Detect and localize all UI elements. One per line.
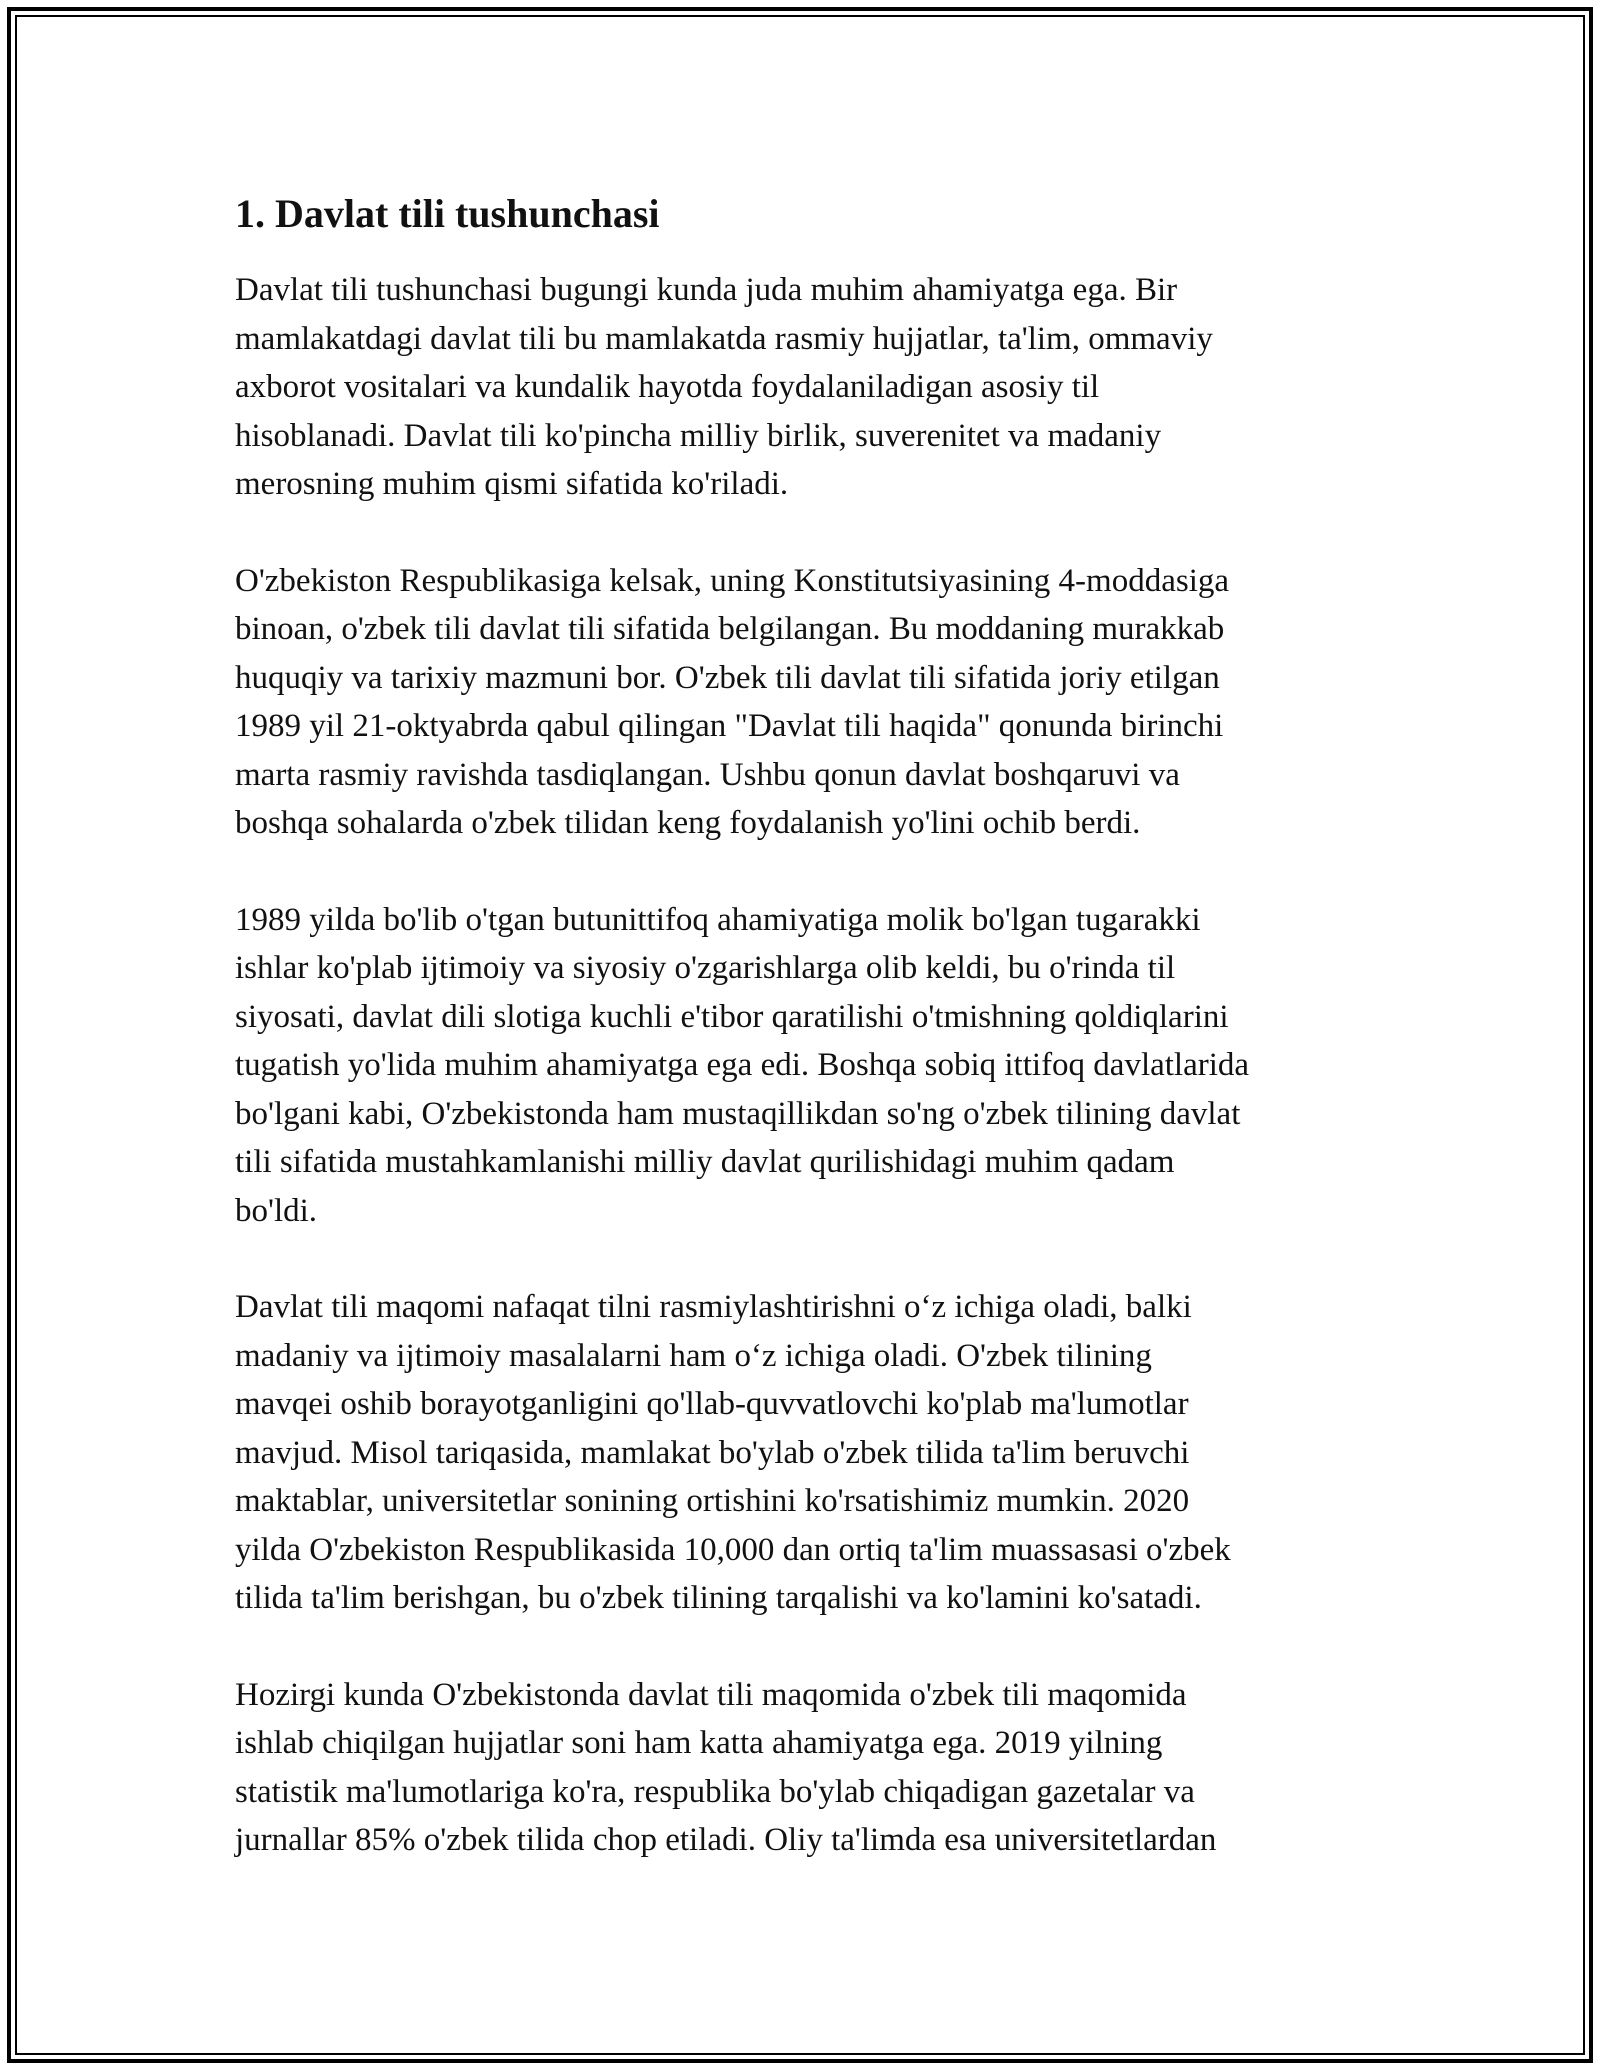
text-line: ishlab chiqilgan hujjatlar soni ham katta ahamiyatga ega. 2019 yilning (235, 1725, 1163, 1761)
text-line: yilda O'zbekiston Respublikasida 10,000 dan ortiq ta'lim muassasasi o'zbek (235, 1531, 1231, 1568)
text-line: madaniy va ijtimoiy masalalarni ham o‘z ichiga oladi. O'zbek tilining (235, 1337, 1152, 1374)
text-line: siyosati, davlat dili slotiga kuchli e'tibor qaratilishi o'tmishning qoldiqlarini (235, 998, 1229, 1035)
text-line: 1989 yil 21-oktyabrda qabul qilingan "Davlat tili haqida" qonunda birinchi (235, 708, 1224, 744)
text-line: marta rasmiy ravishda tasdiqlangan. Ushbu qonun davlat boshqaruvi va (235, 756, 1180, 793)
text-line: boshqa sohalarda o'zbek tilidan keng foydalanish yo'lini ochib berdi. (235, 805, 1141, 841)
text-line: Davlat tili maqomi nafaqat tilni rasmiylashtirishni o‘z ichiga oladi, balki (235, 1289, 1192, 1325)
paragraph-3 (235, 896, 1375, 1236)
section-heading: 1. Davlat tili tushunchasi (235, 191, 660, 236)
text-line: axborot vositalari va kundalik hayotda foydalaniladigan asosiy til (235, 369, 1100, 405)
text-line: ishlar ko'plab ijtimoiy va siyosiy o'zgarishlarga olib keldi, bu o'rinda til (235, 950, 1176, 986)
text-line: hisoblanadi. Davlat tili ko'pincha milliy birlik, suverenitet va madaniy (235, 417, 1162, 454)
text-line: binoan, o'zbek tili davlat tili sifatida belgilangan. Bu moddaning murakkab (235, 611, 1225, 647)
text-line: O'zbekiston Respublikasiga kelsak, uning Konstitutsiyasining 4-moddasiga (235, 562, 1230, 599)
text-line: Davlat tili tushunchasi bugungi kunda juda muhim ahamiyatga ega. Bir (235, 272, 1178, 308)
document-body (235, 186, 1375, 1913)
text-line: 1989 yilda bo'lib o'tgan butunittifoq ahamiyatiga molik bo'lgan tugarakki (235, 901, 1201, 938)
text-line: tili sifatida mustahkamlanishi milliy davlat qurilishidagi muhim qadam (235, 1144, 1175, 1180)
paragraph-2 (235, 557, 1375, 848)
text-line: mamlakatdagi davlat tili bu mamlakatda rasmiy hujjatlar, ta'lim, ommaviy (235, 320, 1213, 357)
text-line: Hozirgi kunda O'zbekistonda davlat tili maqomida o'zbek tili maqomida (235, 1676, 1187, 1713)
text-line: merosning muhim qismi sifatida ko'riladi. (235, 466, 789, 502)
paragraph-1 (235, 266, 1375, 509)
text-line: bo'lgani kabi, O'zbekistonda ham mustaqillikdan so'ng o'zbek tilining davlat (235, 1095, 1241, 1132)
paragraph-5 (235, 1671, 1375, 1865)
text-line: huquqiy va tarixiy mazmuni bor. O'zbek tili davlat tili sifatida joriy etilgan (235, 659, 1220, 696)
paragraph-4 (235, 1283, 1375, 1623)
text-line: jurnallar 85% o'zbek tilida chop etiladi. Oliy ta'limda esa universitetlardan (235, 1822, 1217, 1858)
text-line: mavqei oshib borayotganligini qo'llab-quvvatlovchi ko'plab ma'lumotlar (235, 1386, 1189, 1422)
text-line: mavjud. Misol tariqasida, mamlakat bo'ylab o'zbek tilida ta'lim beruvchi (235, 1434, 1190, 1471)
text-line: maktablar, universitetlar sonining ortishini ko'rsatishimiz mumkin. 2020 (235, 1483, 1190, 1519)
text-line: bo'ldi. (235, 1192, 318, 1229)
text-line: tugatish yo'lida muhim ahamiyatga ega edi. Boshqa sobiq ittifoq davlatlarida (235, 1047, 1250, 1083)
text-line: statistik ma'lumotlariga ko'ra, respublika bo'ylab chiqadigan gazetalar va (235, 1773, 1195, 1810)
text-line: tilida ta'lim berishgan, bu o'zbek tilining tarqalishi va ko'lamini ko'satadi. (235, 1580, 1202, 1616)
